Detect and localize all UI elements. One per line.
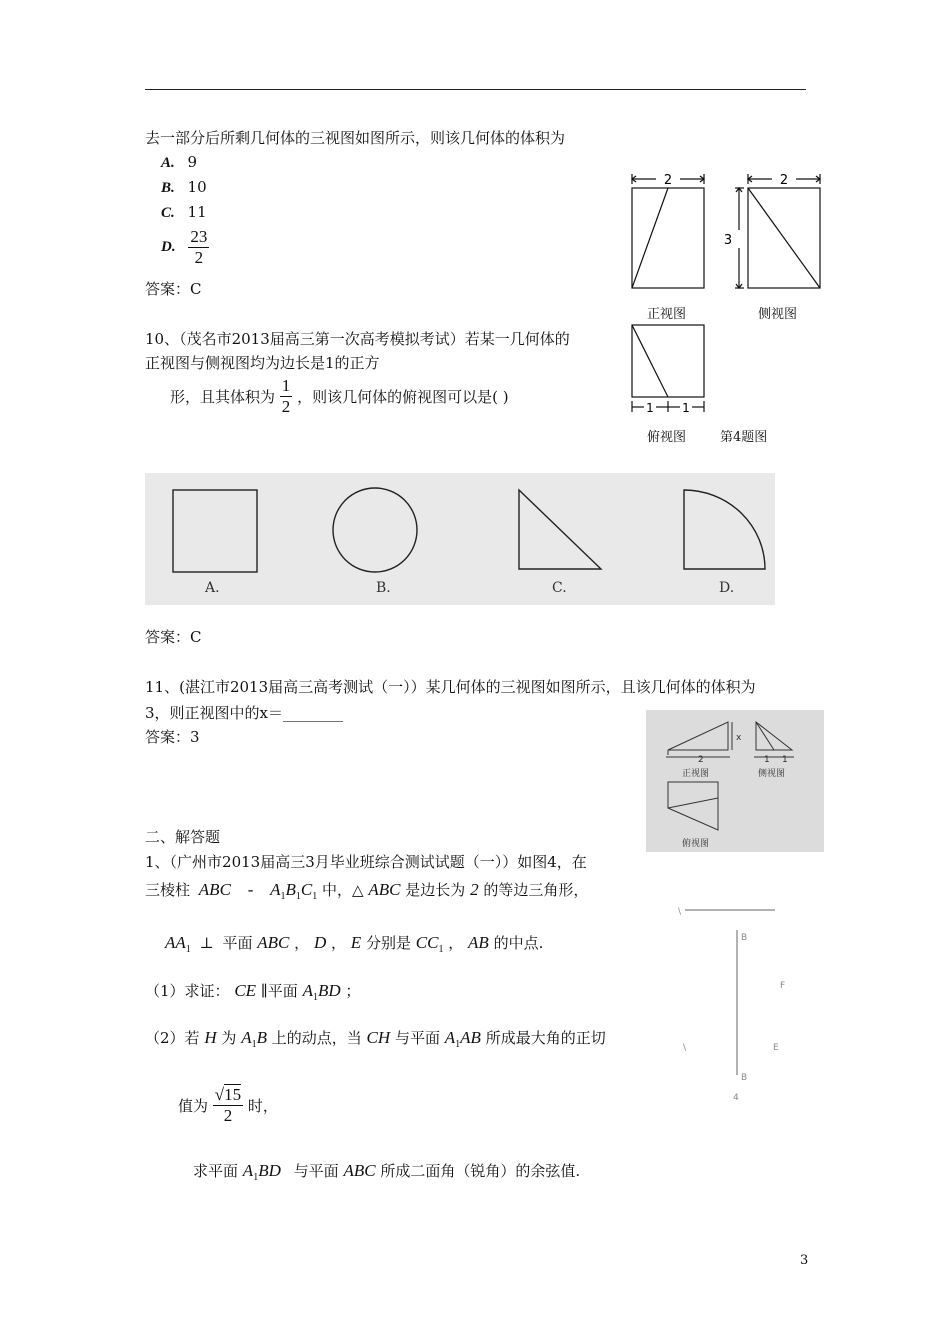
option-value: 11 [187, 203, 207, 221]
q11-line1: 11、(湛江市2013届高三高考测试（一））某几何体的三视图如图所示，且该几何体的体积为 [145, 678, 756, 696]
q10-answer: 答案：C [145, 628, 202, 646]
svg-text:\: \ [678, 907, 682, 917]
choice-a-label: A. [205, 580, 220, 596]
subscript-1: 1 [312, 992, 318, 1003]
math-comma: ， [331, 934, 347, 952]
q10-choices-svg [145, 473, 775, 605]
text: 与平面 [293, 1162, 339, 1180]
svg-text:E: E [773, 1043, 779, 1053]
math-E: E [350, 933, 362, 952]
front-view-rect [632, 188, 704, 288]
math-D: D [313, 933, 327, 952]
subscript-1: 1 [185, 944, 191, 955]
q9-answer: 答案：C [145, 280, 202, 298]
q11-dim-1a: 1 [764, 755, 770, 765]
side-view-diagonal [748, 188, 820, 288]
q11-line2: 3，则正视图中的x＝________ [145, 704, 344, 722]
q10-fraction [280, 376, 293, 417]
math-C: C [300, 880, 313, 899]
q10-line3-text-b: ，则该几何体的俯视图可以是( ) [297, 388, 509, 406]
subscript-1: 1 [455, 1039, 461, 1050]
dim-top-front: 2 [663, 173, 673, 188]
math-ABC: ABC [343, 1161, 376, 1180]
fraction-denominator: 2 [281, 397, 291, 416]
text: （1）求证： [145, 982, 230, 1000]
math-A: A [302, 981, 313, 1000]
choice-d-quarter-circle [684, 490, 765, 569]
math-A: A [241, 1028, 252, 1047]
math-CH: CH [366, 1028, 391, 1047]
q9-option-b [161, 178, 207, 197]
svg-text:B: B [741, 933, 748, 943]
dim-top-side: 2 [779, 173, 789, 188]
q11-dim-2: 2 [698, 755, 704, 765]
fraction-denominator: 2 [194, 248, 204, 267]
text: 平面 [222, 934, 253, 952]
math-BD: BD [317, 981, 341, 1000]
option-label: B. [161, 180, 175, 196]
math-ABC: ABC [257, 933, 290, 952]
math-A1B1C1 [270, 880, 318, 902]
math-AB: AB [468, 933, 489, 952]
page-number: 3 [800, 1253, 809, 1268]
fraction-numerator: 23 [190, 227, 208, 246]
math-comma: ， [294, 934, 310, 952]
front-view-diagonal [632, 188, 668, 288]
text: 三棱柱 [145, 881, 191, 899]
sqrt-fraction [213, 1085, 243, 1126]
choice-b-label: B. [376, 580, 391, 596]
math-perp: ⊥ [199, 934, 214, 952]
s2-part1 [145, 980, 360, 1003]
s2-p1-line2 [145, 879, 588, 902]
math-AA1 [165, 933, 191, 955]
dim-height: 3 [723, 233, 733, 248]
subscript-1: 1 [253, 1172, 259, 1183]
q11-dim-1b: 1 [782, 755, 788, 765]
q11-front-label: 正视图 [682, 769, 710, 779]
q10-line1: 10、（茂名市2013届高三第一次高考模拟考试）若某一几何体的 [145, 330, 570, 348]
text: 时， [247, 1097, 278, 1115]
option-label: C. [161, 205, 175, 221]
option-fraction [188, 227, 209, 268]
figure-caption: 第4题图 [720, 430, 768, 445]
math-A1BD [242, 1161, 281, 1183]
sqrt-symbol: √ [214, 1085, 225, 1104]
math-A1B [241, 1028, 267, 1050]
q9-stem: 去一部分后所剩几何体的三视图如图所示，则该几何体的体积为 [145, 129, 566, 147]
text: 上的动点，当 [271, 1029, 362, 1047]
svg-text:B: B [741, 1073, 748, 1083]
choice-c-triangle [519, 490, 601, 569]
option-label: A. [161, 155, 175, 171]
math-ABC-triangle: ABC [368, 880, 401, 899]
front-view-label: 正视图 [647, 307, 687, 322]
prism-figure-fragment [675, 900, 795, 1110]
text: ∥平面 [260, 982, 298, 1000]
choice-c-label: C. [552, 580, 567, 596]
top-view-diagonal [632, 325, 668, 397]
header-rule [145, 89, 806, 90]
top-view-label: 俯视图 [647, 430, 687, 445]
q11-dim-x: x [736, 733, 742, 743]
math-comma: ， [448, 934, 464, 952]
q10-line2: 正视图与侧视图均为边长是1的正方 [145, 354, 380, 372]
top-view-rect [632, 325, 704, 397]
math-A: A [444, 1028, 456, 1047]
option-value: 9 [187, 153, 198, 171]
q10-choices-figure [145, 473, 775, 605]
math-ABC: ABC [198, 880, 231, 899]
q9-option-d [161, 227, 209, 268]
text: 的中点. [493, 934, 544, 952]
math-A1AB [444, 1028, 481, 1050]
q11-top-label: 俯视图 [682, 839, 710, 849]
text: 是边长为 [405, 881, 466, 899]
svg-text:F: F [780, 981, 786, 991]
choice-d-label: D. [719, 580, 735, 596]
text: 与平面 [394, 1029, 440, 1047]
section2-title: 二、解答题 [145, 828, 221, 846]
choice-b-circle [333, 488, 417, 572]
math-CC1 [415, 933, 444, 955]
subscript-1: 1 [295, 891, 301, 902]
s2-part2-value [178, 1085, 278, 1126]
sqrt-radicand: 15 [224, 1085, 242, 1104]
option-value: 10 [187, 178, 207, 196]
math-AB: AB [460, 1028, 481, 1047]
fraction-numerator [213, 1085, 243, 1106]
text: 的等边三角形， [483, 881, 589, 899]
text: 所成最大角的正切 [485, 1029, 606, 1047]
text: 为 [221, 1029, 237, 1047]
q10-line3-text-a: 形，且其体积为 [170, 388, 276, 406]
choice-a-square [173, 490, 257, 572]
option-label: D. [161, 239, 176, 255]
math-A: A [270, 880, 281, 899]
text: （2）若 [145, 1029, 200, 1047]
math-AA: AA [165, 933, 186, 952]
q11-side-label: 侧视图 [758, 769, 786, 779]
fraction-numerator: 1 [281, 376, 291, 395]
q9-option-a [161, 153, 197, 172]
text: 求平面 [193, 1162, 239, 1180]
subscript-1: 1 [251, 1039, 257, 1050]
svg-text:4: 4 [733, 1093, 739, 1103]
q10-line3 [170, 376, 509, 417]
math-2: 2 [470, 880, 479, 899]
s2-part2 [145, 1027, 606, 1050]
math-B: B [256, 1028, 267, 1047]
side-view-label: 侧视图 [758, 307, 798, 322]
q11-side-view [756, 722, 792, 750]
q11-figure [646, 710, 824, 852]
q11-figure-svg [646, 710, 824, 852]
text: ； [345, 982, 361, 1000]
q9-option-c [161, 203, 207, 222]
text: 所成二面角（锐角）的余弦值. [380, 1162, 581, 1180]
text: 中，△ [322, 881, 364, 899]
math-A: A [242, 1161, 254, 1180]
q11-front-view [668, 722, 728, 750]
math-dash: - [247, 880, 254, 899]
dim-bottom-left: 1 [646, 401, 654, 415]
q11-answer: 答案：3 [145, 728, 200, 746]
math-H: H [204, 1028, 217, 1047]
subscript-1: 1 [280, 891, 286, 902]
text: 值为 [178, 1097, 209, 1115]
math-CC: CC [415, 933, 439, 952]
s2-part2-final [193, 1160, 580, 1183]
fraction-denominator: 2 [223, 1106, 233, 1125]
s2-p1-line3 [165, 932, 543, 955]
s2-p1-line1: 1、（广州市2013届高三3月毕业班综合测试试题（一））如图4，在 [145, 853, 587, 871]
subscript-1: 1 [438, 944, 444, 955]
svg-text:\: \ [683, 1043, 687, 1053]
math-BD: BD [258, 1161, 281, 1180]
math-B: B [285, 880, 296, 899]
dim-bottom-right: 1 [682, 401, 690, 415]
math-A1BD [302, 981, 341, 1003]
math-CE: CE [234, 981, 257, 1000]
text: 分别是 [365, 934, 411, 952]
subscript-1: 1 [312, 891, 318, 902]
